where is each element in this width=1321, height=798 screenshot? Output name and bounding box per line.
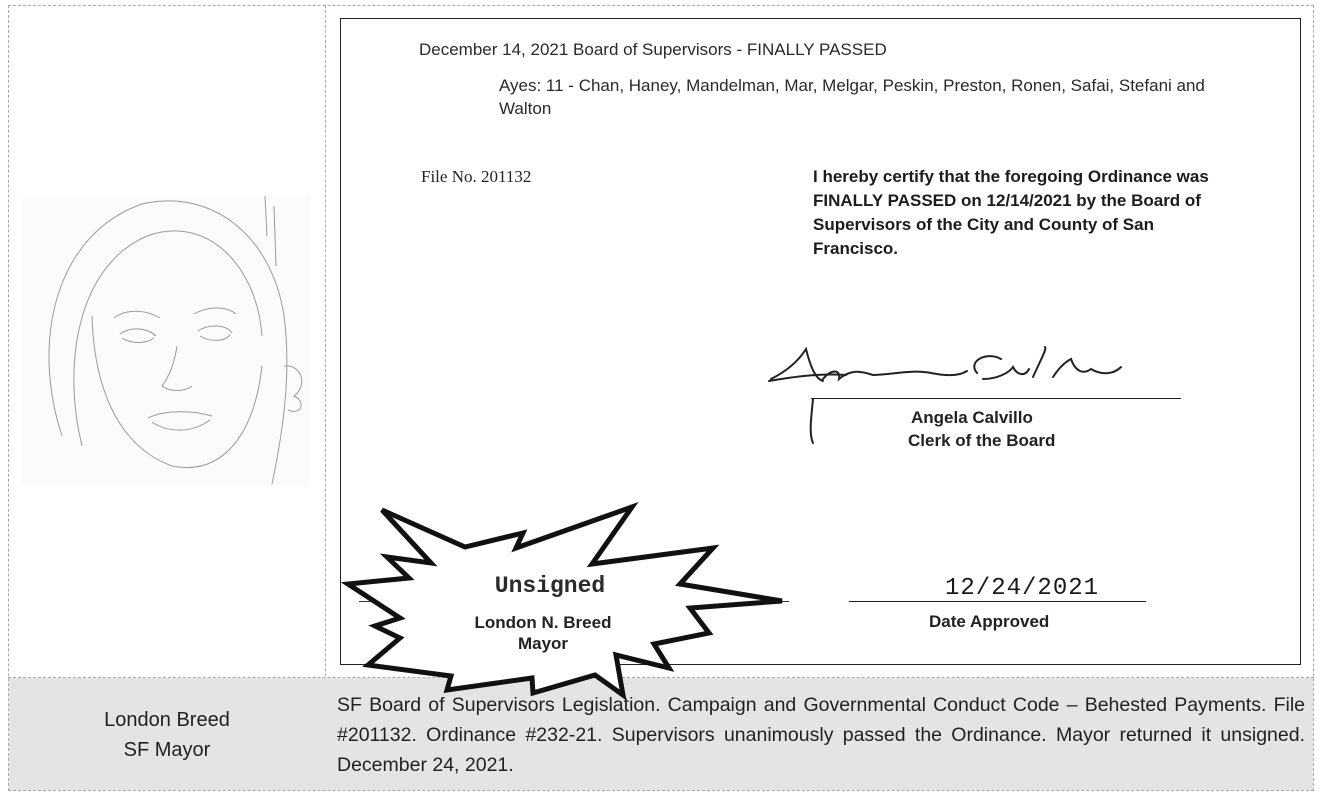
- mayor-title: Mayor: [517, 634, 569, 653]
- date-approved-label: Date Approved: [929, 612, 1050, 631]
- unsigned-starburst-icon: [340, 500, 790, 700]
- mayor-name: London N. Breed: [474, 613, 612, 632]
- date-approved-line: [849, 601, 1146, 602]
- mayor-portrait-image: [22, 196, 310, 486]
- person-label: [9, 705, 325, 765]
- clerk-signature-line: [811, 398, 1181, 399]
- certification-text: I hereby certify that the foregoing Ordinance was FINALLY PASSED on 12/14/2021 by the Board of Supervisors of the City and County of San Francisco.: [813, 167, 1209, 258]
- unsigned-stamp-text: Unsigned: [494, 573, 606, 599]
- clerk-name: Angela Calvillo: [911, 408, 1033, 427]
- person-title: SF Mayor: [123, 739, 211, 761]
- caption-text: SF Board of Supervisors Legislation. Campaign and Governmental Conduct Code – Behested Payments. File #201132. Ordinance #232-21. Supervisors unanimously passed the Ordinance. Mayor returned it unsigned. December 24, 2021.: [337, 694, 1305, 776]
- vote-status-line: December 14, 2021 Board of Supervisors - FINALLY PASSED: [419, 40, 887, 59]
- ayes-list: Ayes: 11 - Chan, Haney, Mandelman, Mar, Melgar, Peskin, Preston, Ronen, Safai, Stefani and Walton: [499, 76, 1205, 118]
- clerk-title: Clerk of the Board: [908, 431, 1056, 450]
- file-number: File No. 201132: [421, 167, 532, 186]
- date-approved-value: 12/24/2021: [945, 575, 1100, 602]
- person-name: London Breed: [104, 709, 230, 731]
- column-divider: [325, 5, 326, 791]
